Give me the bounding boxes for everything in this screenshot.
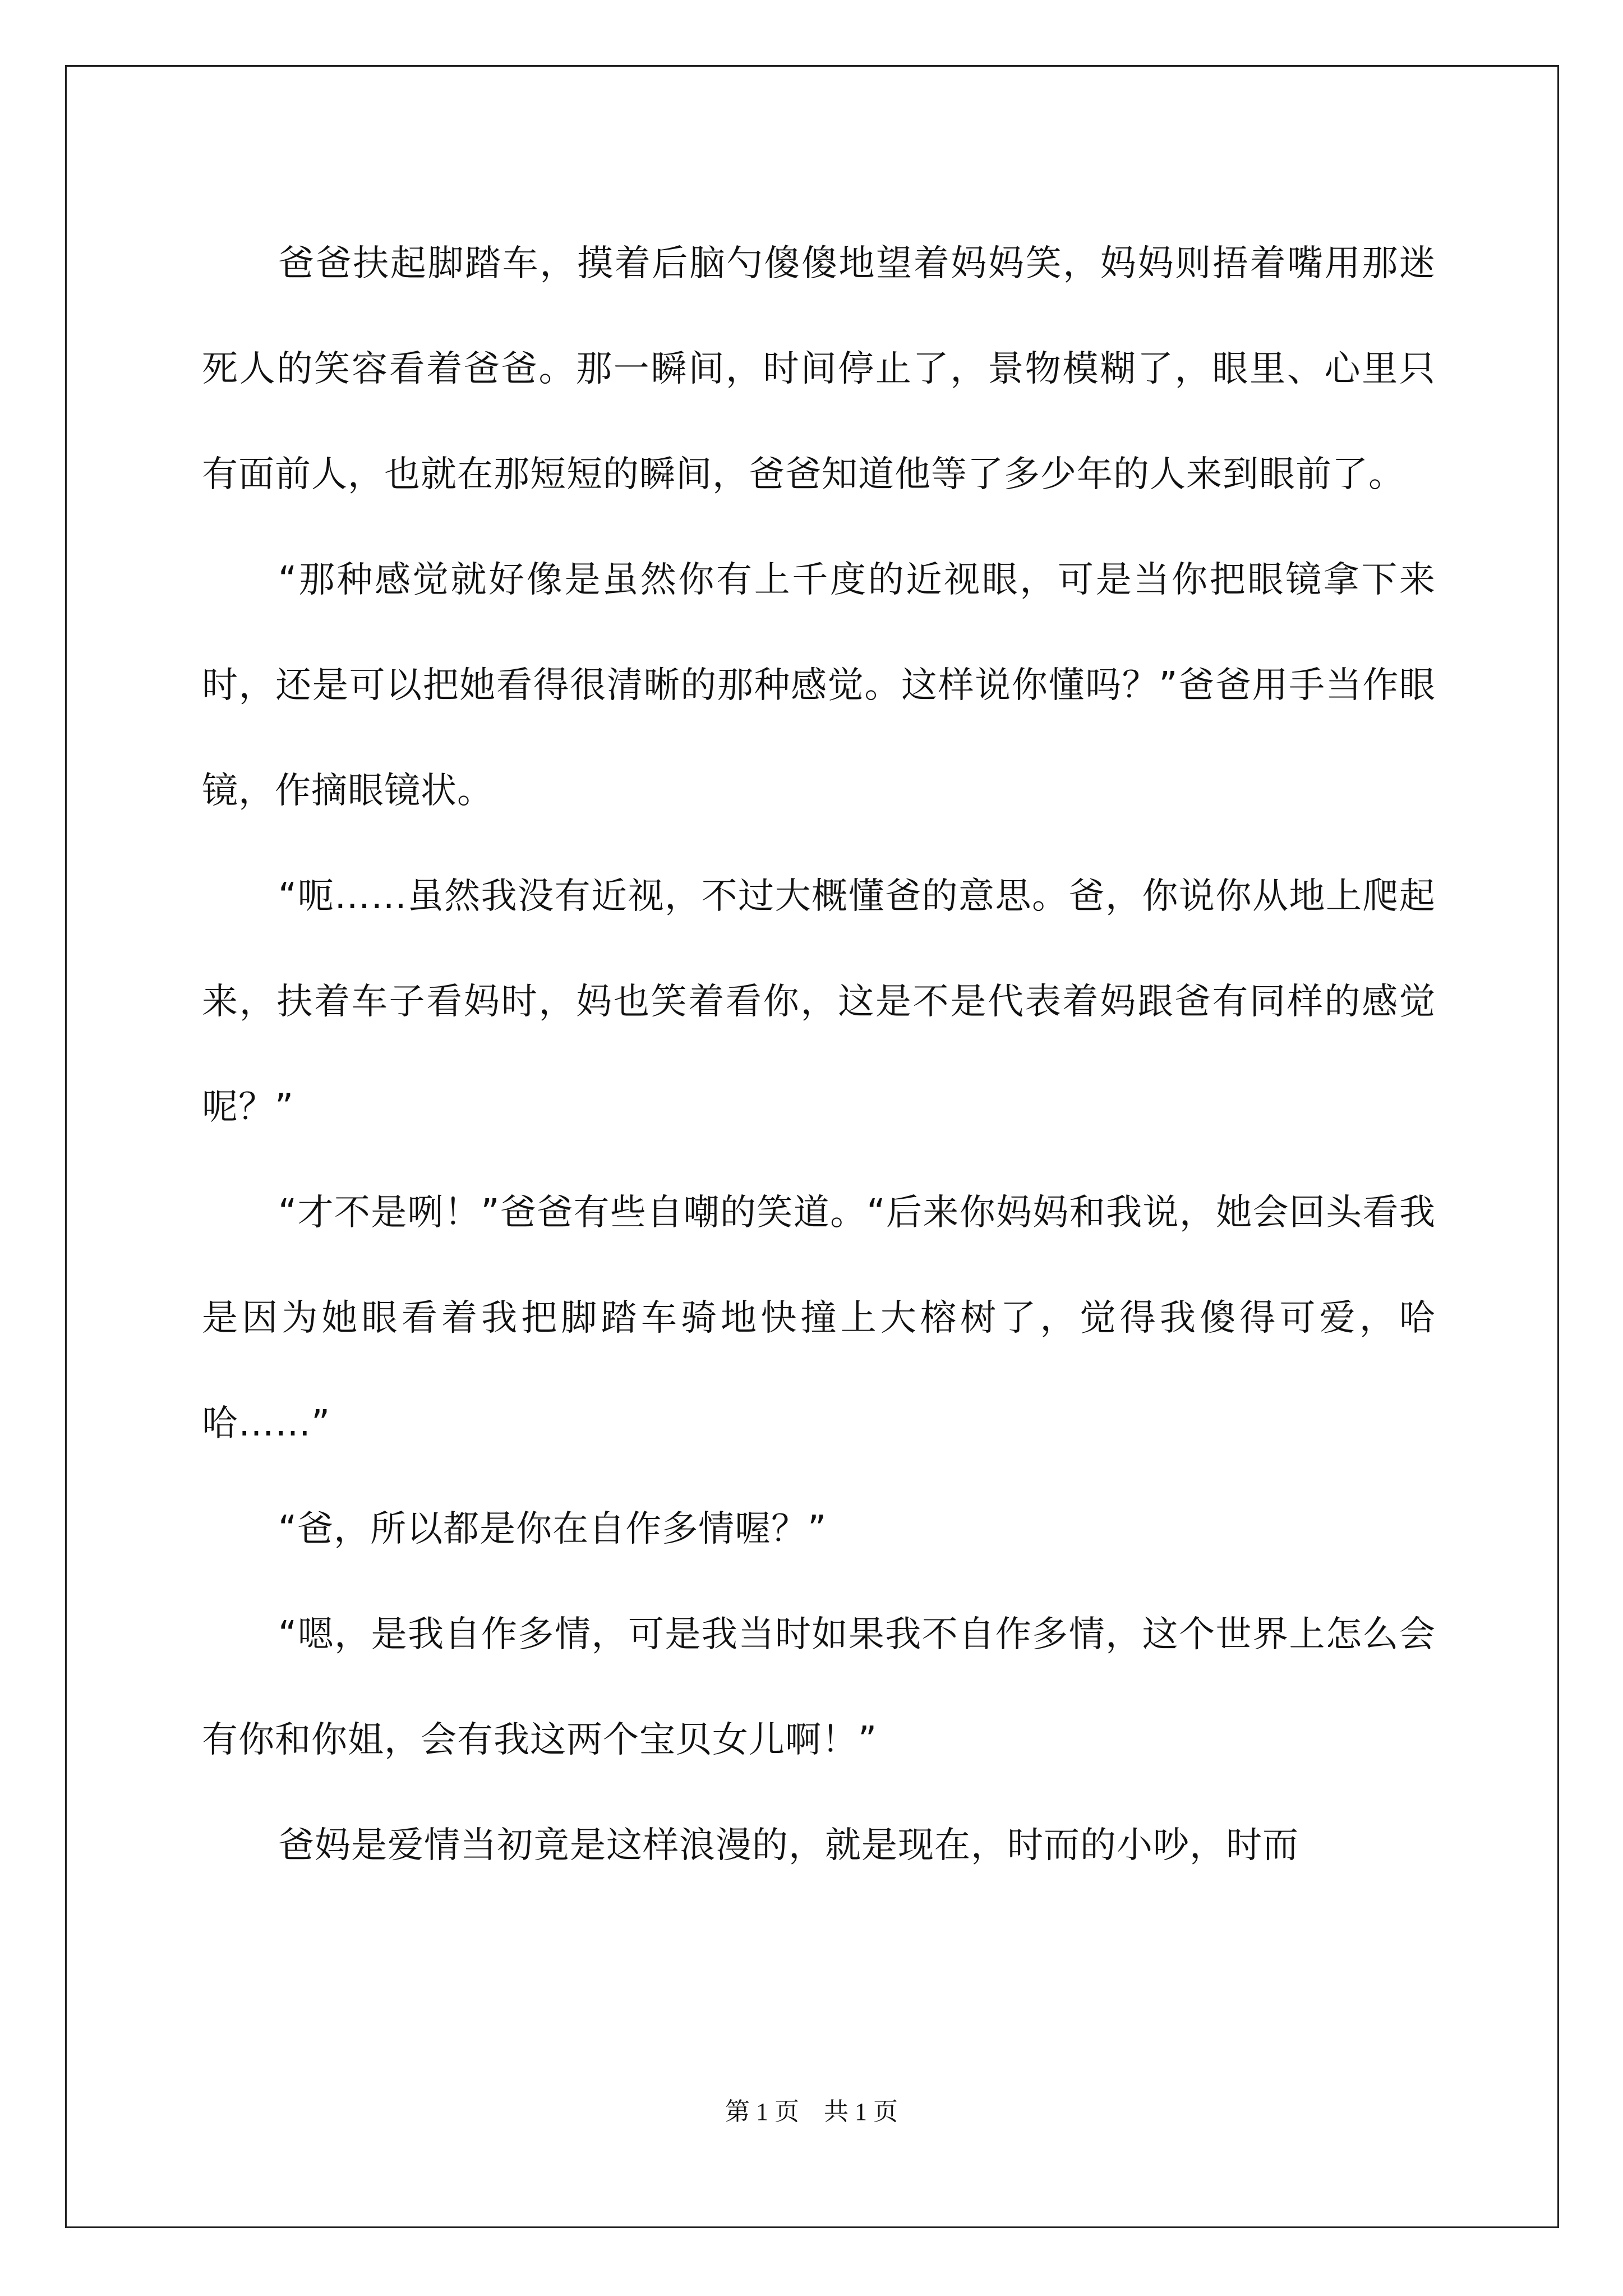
paragraph-6: “嗯，是我自作多情，可是我当时如果我不自作多情，这个世界上怎么会有你和你姐，会有我这两个宝贝女儿啊！” bbox=[202, 1614, 1436, 1761]
document-body bbox=[202, 211, 1436, 1898]
paragraph-3: “呃……虽然我没有近视，不过大概懂爸的意思。爸，你说你从地上爬起来，扶着车子看妈时，妈也笑着看你，这是不是代表着妈跟爸有同样的感觉呢？” bbox=[202, 876, 1436, 1128]
paragraph-7: 爸妈是爱情当初竟是这样浪漫的，就是现在，时而的小吵，时而 bbox=[278, 1825, 1299, 1866]
page-number-footer: 第 1 页 共 1 页 bbox=[725, 2098, 898, 2125]
paragraph-1: 爸爸扶起脚踏车，摸着后脑勺傻傻地望着妈妈笑，妈妈则捂着嘴用那迷死人的笑容看着爸爸。那一瞬间，时间停止了，景物模糊了，眼里、心里只有面前人，也就在那短短的瞬间，爸爸知道他等了多少年的人来到眼前了。 bbox=[202, 243, 1436, 495]
paragraph-2: “那种感觉就好像是虽然你有上千度的近视眼，可是当你把眼镜拿下来时，还是可以把她看得很清晰的那种感觉。这样说你懂吗？”爸爸用手当作眼镜，作摘眼镜状。 bbox=[202, 559, 1436, 812]
paragraph-5: “爸，所以都是你在自作多情喔？” bbox=[278, 1508, 827, 1550]
paragraph-4: “才不是咧！”爸爸有些自嘲的笑道。“后来你妈妈和我说，她会回头看我是因为她眼看着我把脚踏车骑地快撞上大榕树了，觉得我傻得可爱，哈哈……” bbox=[202, 1192, 1436, 1444]
